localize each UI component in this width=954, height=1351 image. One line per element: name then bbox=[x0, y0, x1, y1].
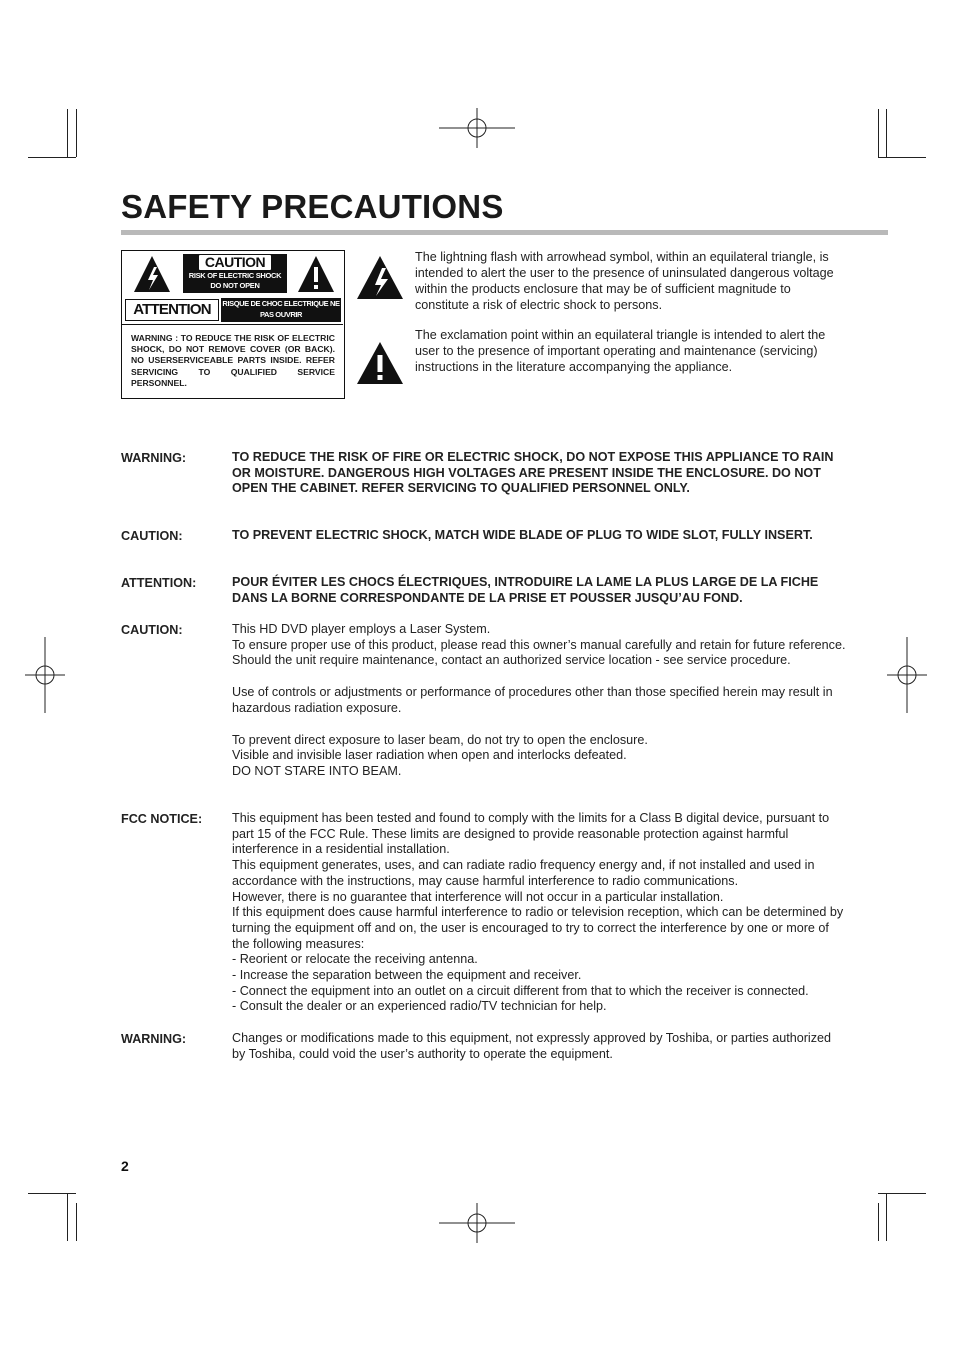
lightning-warning-icon bbox=[132, 254, 172, 294]
paragraph: This equipment generates, uses, and can radiate radio frequency energy and, if not installed and used in accordance with the instructions, may cause harmful interference to radio communications. bbox=[232, 858, 815, 888]
paragraph: However, there is no guarantee that interference will not occur in a particular installation. bbox=[232, 889, 724, 904]
registration-mark-bottom bbox=[439, 1185, 515, 1261]
exclamation-warning-icon bbox=[296, 254, 336, 294]
registration-mark-left bbox=[7, 637, 83, 713]
list-item: - Connect the equipment into an outlet on a circuit different from that to which the receiver is connected. bbox=[232, 983, 809, 998]
paragraph: This HD DVD player employs a Laser System. bbox=[232, 622, 491, 636]
attention-subtext-line1: RISQUE DE CHOC ELECTRIQUE NE bbox=[222, 299, 340, 308]
exclamation-symbol-description: The exclamation point within an equilateral triangle is intended to alert the user to the presence of important operating and maintenance (servicing) instructions in the literature accompanying the appliance. bbox=[415, 328, 826, 374]
attention-subtext bbox=[221, 298, 341, 322]
section-label: ATTENTION: bbox=[121, 576, 197, 590]
attention-tag: ATTENTION bbox=[125, 299, 219, 321]
section-label: CAUTION: bbox=[121, 623, 183, 637]
section-body bbox=[232, 622, 846, 780]
caution-subtext-line1: RISK OF ELECTRIC SHOCK bbox=[188, 271, 282, 280]
section-label: WARNING: bbox=[121, 451, 187, 465]
title-divider bbox=[121, 230, 888, 235]
list-item: - Consult the dealer or an experienced radio/TV technician for help. bbox=[232, 999, 607, 1014]
caution-tag bbox=[183, 254, 287, 271]
attention-subtext-line2: PAS OUVRIR bbox=[259, 309, 303, 319]
lightning-triangle-icon bbox=[355, 252, 405, 302]
section-label: WARNING: bbox=[121, 1032, 187, 1046]
registration-mark-top bbox=[439, 90, 515, 166]
caution-subtext-line2: DO NOT OPEN bbox=[210, 281, 260, 290]
exclamation-triangle-icon bbox=[355, 340, 405, 386]
caution-label-header bbox=[122, 251, 343, 324]
section-body bbox=[232, 811, 846, 1015]
section-text: TO REDUCE THE RISK OF FIRE OR ELECTRIC SHOCK, DO NOT EXPOSE THIS APPLIANCE TO RAIN OR MOISTURE. DANGEROUS HIGH VOLTAGES ARE PRESENT INSIDE THE ENCLOSURE. DO NOT OPEN THE CABINET. REFER SERVICING TO QUALIFIED PERSONNEL ONLY. bbox=[232, 450, 834, 496]
page-title: SAFETY PRECAUTIONS bbox=[121, 188, 504, 225]
paragraph: DO NOT STARE INTO BEAM. bbox=[232, 763, 402, 778]
paragraph: Use of controls or adjustments or performance of procedures other than those specified herein may result in hazardous radiation exposure. bbox=[232, 685, 833, 715]
section-text: POUR ÉVITER LES CHOCS ÉLECTRIQUES, INTRODUIRE LA LAME LA PLUS LARGE DE LA FICHE DANS LA BORNE CORRESPONDANTE DE LA PRISE ET POUSSER JUSQU’AU FOND. bbox=[232, 575, 819, 605]
registration-mark-right bbox=[869, 637, 945, 713]
paragraph: This equipment has been tested and found to comply with the limits for a Class B digital device, pursuant to part 15 of the FCC Rule. These limits are designed to provide reasonable protection against harmful interference in a residential installation. bbox=[232, 811, 830, 857]
section-text: TO PREVENT ELECTRIC SHOCK, MATCH WIDE BLADE OF PLUG TO WIDE SLOT, FULLY INSERT. bbox=[232, 528, 813, 542]
paragraph: If this equipment does cause harmful interference to radio or television reception, which can be determined by turning the equipment off and on, the user is encouraged to try to correct the interference by one or more of the following measures: bbox=[232, 905, 844, 951]
paragraph: To prevent direct exposure to laser beam, do not try to open the enclosure. bbox=[232, 732, 648, 747]
page-number: 2 bbox=[121, 1158, 129, 1174]
label-warning-text: WARNING : TO REDUCE THE RISK OF ELECTRIC SHOCK, DO NOT REMOVE COVER (OR BACK). NO USERSERVICEABLE PARTS INSIDE. REFER SERVICING TO QUALIFIED SERVICE PERSONNEL. bbox=[122, 324, 343, 397]
section-text: Changes or modifications made to this equipment, not expressly approved by Toshiba, or parties authorized by Toshiba, could void the user’s authority to operate the equipment. bbox=[232, 1031, 832, 1061]
caution-subtext bbox=[183, 271, 287, 293]
list-item: - Increase the separation between the equipment and receiver. bbox=[232, 968, 582, 983]
section-label: FCC NOTICE: bbox=[121, 812, 203, 826]
lightning-symbol-description: The lightning flash with arrowhead symbol, within an equilateral triangle, is intended to alert the user to the presence of uninsulated dangerous voltage within the products enclosure that may be of sufficient magnitude to constitute a risk of electric shock to persons. bbox=[415, 250, 834, 312]
paragraph: To ensure proper use of this product, please read this owner’s manual carefully and retain for future reference. Should the unit require maintenance, contact an authorized service location - see service procedure. bbox=[232, 637, 846, 668]
caution-label bbox=[121, 250, 345, 399]
caution-tag-text: CAUTION bbox=[199, 255, 271, 270]
paragraph: Visible and invisible laser radiation when open and interlocks defeated. bbox=[232, 748, 627, 763]
section-label: CAUTION: bbox=[121, 529, 183, 543]
list-item: - Reorient or relocate the receiving antenna. bbox=[232, 952, 478, 967]
